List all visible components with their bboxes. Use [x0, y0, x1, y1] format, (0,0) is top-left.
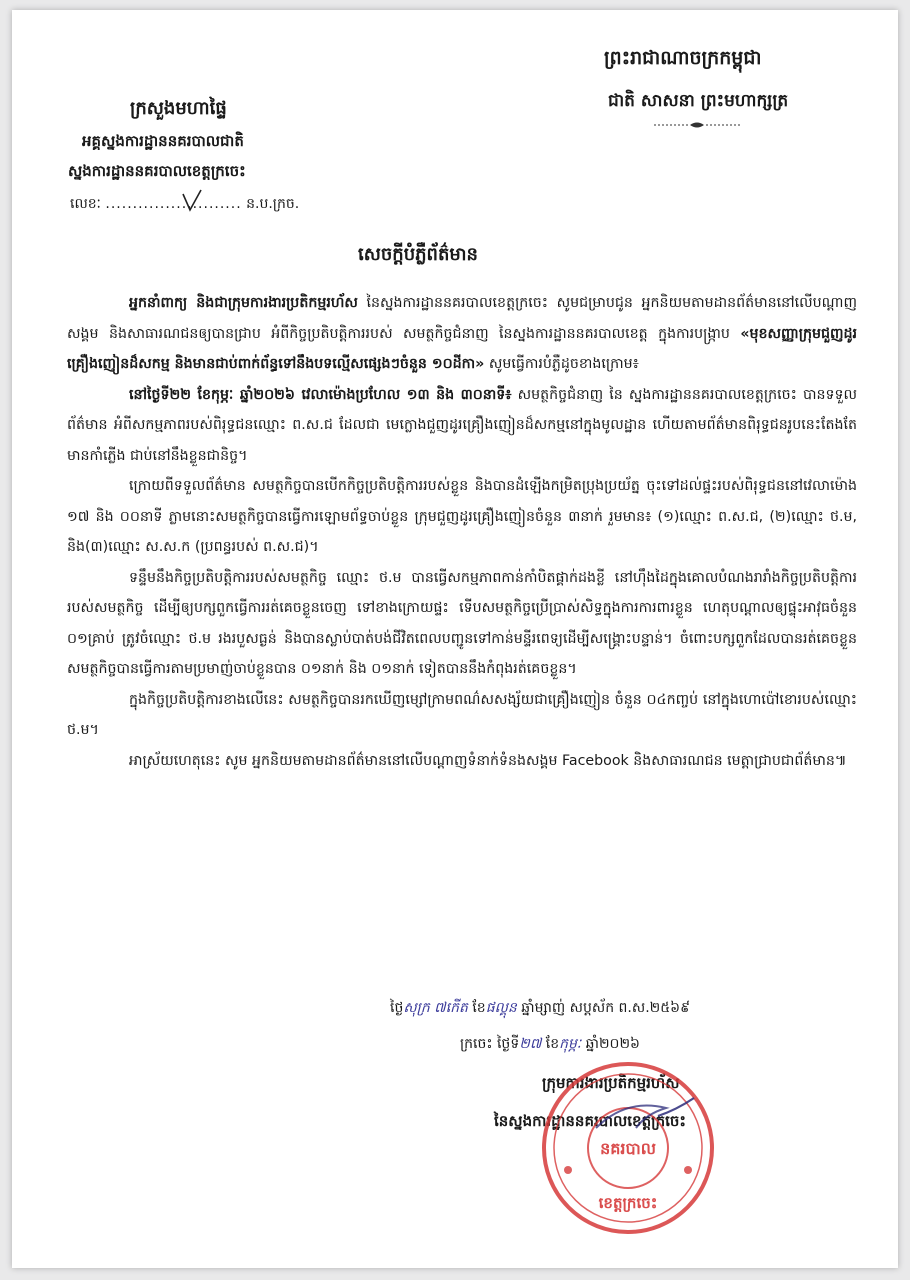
- signatory-department: នៃស្នងការដ្ឋាននគរបាលខេត្តក្រចេះ: [494, 1112, 686, 1130]
- paragraph-5: ក្នុងកិច្ចប្រតិបត្តិការខាងលើនេះ សមត្ថកិច្ចបានរកឃើញម្សៅក្រាមពណ៌សសង្ស័យជាគ្រឿងញៀន ចំនួន ០៤កញ្ចប់ នៅក្នុងហោប៉ៅខោរបស់ឈ្មោះ ថ.ម។: [67, 691, 857, 738]
- handwritten-checkmark-icon: [180, 188, 204, 214]
- document-body: [67, 288, 857, 776]
- place-year: ឆ្នាំ២០២៦: [585, 1036, 640, 1052]
- paragraph-4: ទន្ទឹមនឹងកិច្ចប្រតិបត្តិការរបស់សមត្ថកិច្ច ឈ្មោះ ថ.ម បានធ្វើសកម្មភាពកាន់កាំបិតផ្គាក់ដងខ្លី នៅហ៊ឹងដៃក្នុងគោលបំណងរារាំងកិច្ចប្រតិបត្តិការរបស់សមត្ថកិច្ច ដើម្បីឲ្យបក្សពួកធ្វើការរត់គេចខ្លួនចេញ ទៅខាងក្រោយផ្ទះ ទើបសមត្ថកិច្ចប្រើប្រាស់សិទ្ធក្នុងការការពារខ្លួន ហេតុបណ្តាលឲ្យផ្ទុះអាវុធចំនួន ០១គ្រាប់ ត្រូវចំឈ្មោះ ថ.ម រងរបួសធ្ងន់ និងបានស្លាប់បាត់បង់ជីវិតពេលបញ្ជូនទៅកាន់មន្ទីរពេទ្យដើម្បីសង្គ្រោះបន្ទាន់។ ចំពោះបក្សពួកដែលបានរត់គេចខ្លួន សមត្ថកិច្ចបានធ្វើការតាមប្រមាញ់ចាប់ខ្លួនបាន ០១នាក់ និង ០១នាក់ ទៀតបាននឹងកំពុងរត់គេចខ្លួន។: [67, 569, 857, 677]
- place-month-label: ខែ: [545, 1036, 560, 1052]
- provincial-department-name: ស្នងការដ្ឋាននគរបាលខេត្តក្រចេះ: [68, 162, 246, 180]
- place-day-value: ២៧: [519, 1036, 542, 1052]
- lunar-day-value: សុក្រ ៧កើត: [403, 1000, 468, 1016]
- place-date-label: ក្រចេះ ថ្ងៃទី: [460, 1036, 520, 1052]
- lunar-month-value: ផល្គុន: [485, 1000, 517, 1016]
- ministry-name: ក្រសួងមហាផ្ទៃ: [130, 98, 227, 119]
- place-month-value: កុម្ភៈ: [559, 1036, 582, 1052]
- lunar-month-label: ខែ: [472, 1000, 486, 1016]
- paragraph-2: [67, 380, 857, 472]
- lunar-date-line: [390, 998, 690, 1019]
- document-title: សេចក្តីបំភ្លឺព័ត៌មាន: [358, 244, 478, 265]
- place-date-line: [460, 1034, 640, 1055]
- lunar-day-label: ថ្ងៃ: [390, 1000, 404, 1016]
- seal-center-text: នគរបាល: [600, 1139, 656, 1158]
- ornament-divider-icon: [652, 120, 742, 130]
- p1-end: សូមធ្វើការបំភ្លឺដូចខាងក្រោម៖: [484, 356, 639, 372]
- national-motto: ជាតិ សាសនា ព្រះមហាក្សត្រ: [608, 91, 789, 111]
- kingdom-title: ព្រះរាជាណាចក្រកម្ពុជា: [604, 47, 762, 69]
- p2-lead: នៅថ្ងៃទី២២ ខែកុម្ភៈ ឆ្នាំ២០២៦ វេលាម៉ោងប្រហែល ១៣ និង ៣០នាទី៖: [129, 386, 512, 403]
- paragraph-1: [67, 288, 857, 380]
- p1-quote: «មុខសញ្ញាក្រុមជួញដូរគ្រឿងញៀនដ៏សកម្ម និងមានជាប់ពាក់ព័ន្ធទៅនឹងបទល្មើសផ្សេងៗចំនួន ១០ដីកា»: [67, 325, 857, 372]
- document-sheet: [12, 10, 898, 1268]
- p1-text: នៃស្នងការដ្ឋាននគរបាលខេត្តក្រចេះ សូមជម្រាបជូន អ្នកនិយមតាមដានព័ត៌មាននៅលើបណ្តាញសង្គម និងសាធារណជនឲ្យបានជ្រាប អំពីកិច្ចប្រតិបត្តិការរបស់ សមត្ថកិច្ចជំនាញ នៃស្នងការដ្ឋាននគរបាលខេត្ត ក្នុងការបង្ក្រាប: [67, 295, 857, 342]
- reference-suffix: ន.ប.ក្រច.: [246, 196, 300, 212]
- paragraph-6: អាស្រ័យហេតុនេះ សូម អ្នកនិយមតាមដានព័ត៌មាននៅលើបណ្តាញទំនាក់ទំនងសង្គម Facebook និងសាធារណជន មេត្តាជ្រាបជាព័ត៌មាន៕: [129, 752, 847, 769]
- reference-dots: .........................: [105, 196, 242, 212]
- paragraph-3: ក្រោយពីទទួលព័ត៌មាន សមត្ថកិច្ចបានបើកកិច្ចប្រតិបត្តិការរបស់ខ្លួន និងបានដំឡើងកម្រិតប្រុងប្រយ័ត្ន ចុះទៅដល់ផ្ទះរបស់ពិរុទ្ធជននៅវេលាម៉ោង ១៧ និង ០០នាទី ភ្លាមនោះសមត្ថកិច្ចបានធ្វើការឡោមព័ទ្ធចាប់ខ្លួន ក្រុមជួញដូរគ្រឿងញៀនចំនួន ៣នាក់ រួមមាន៖ (១)ឈ្មោះ ព.ស.ជ, (២)ឈ្មោះ ថ.ម, និង(៣)ឈ្មោះ ស.ស.ក (ប្រពន្ធរបស់ ព.ស.ជ)។: [67, 478, 857, 555]
- seal-bottom-text: ខេត្តក្រចេះ: [598, 1194, 658, 1212]
- signatory-unit: ក្រុមការងារប្រតិកម្មរហ័ស: [542, 1074, 680, 1092]
- p2-text: សមត្ថកិច្ចជំនាញ នៃ ស្នងការដ្ឋាននគរបាលខេត្តក្រចេះ បានទទួលព័ត៌មាន អំពីសកម្មភាពរបស់ពិរុទ្ធជនឈ្មោះ ព.ស.ជ ដែលជា មេក្លោងជួញដូរគ្រឿងញៀនដ៏សកម្មនៅក្នុងមូលដ្ឋាន ហើយតាមព័ត៌មានពិរុទ្ធជនរូបនេះតែងតែមានកាំភ្លើង ជាប់នៅនឹងខ្លួនជានិច្ច។: [67, 386, 857, 464]
- general-department-name: អគ្គស្នងការដ្ឋាននគរបាលជាតិ: [82, 132, 244, 150]
- reference-label: លេខៈ: [70, 196, 101, 212]
- lunar-year: ឆ្នាំម្សាញ់ សប្តស័ក ព.ស.២៥៦៩: [521, 1000, 690, 1016]
- p1-lead: អ្នកនាំពាក្យ និងជាក្រុមការងារប្រតិកម្មរហ័ស: [129, 295, 358, 311]
